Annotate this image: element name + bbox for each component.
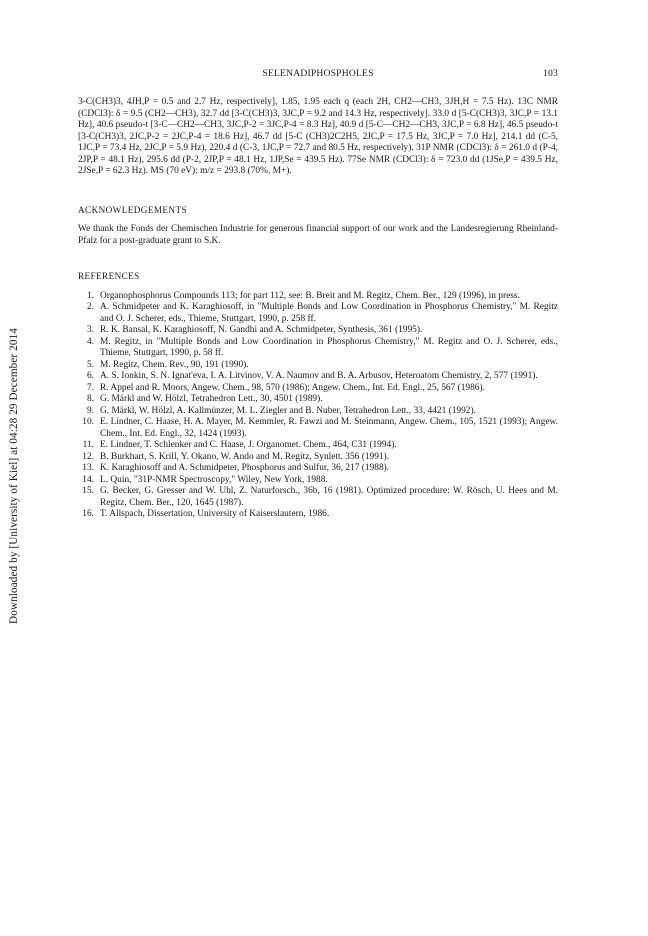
reference-text: M. Regitz, in "Multiple Bonds and Low Coordination in Phosphorus Chemistry," M. Regitz and O. J. Scherer, eds., Thieme, Stuttgart, 1990, p. 58 ff. — [100, 336, 558, 358]
reference-item — [78, 360, 558, 372]
acknowledgements-text: We thank the Fonds der Chemischen Industrie for generous financial support of our work and the Landesregierung Rheinland-Pfalz for a post-graduate grant to S.K. — [78, 224, 558, 246]
reference-number: 4 . — [78, 337, 94, 349]
acknowledgements-heading: ACKNOWLEDGEMENTS — [78, 204, 187, 215]
reference-text: A. Schmidpeter and K. Karaghiosoff, in "Multiple Bonds and Low Coordination in Phosphorus Chemistry," M. Regitz and O. J. Scherer, eds., Thieme, Stuttgart, 1990, p. 258 ff. — [100, 302, 558, 324]
main-content — [78, 97, 558, 521]
reference-item — [78, 325, 558, 337]
running-title: SELENADIPHOSPHOLES — [262, 68, 374, 79]
reference-number: 15 . — [78, 486, 94, 498]
reference-item — [78, 475, 558, 487]
reference-number: 2 . — [78, 302, 94, 314]
reference-number: 1 . — [78, 291, 94, 303]
reference-item — [78, 371, 558, 383]
reference-item — [78, 302, 558, 325]
reference-text: B. Burkhart, S. Krill, Y. Okano, W. Ando and M. Regitz, Synlett. 356 (1991). — [100, 451, 390, 462]
reference-text: G. Märkl, W. Hölzl, A. Kallmünzer, M. L. Ziegler and B. Nuber, Tetrahedron Lett., 33, 4421 (1992). — [100, 405, 476, 416]
nmr-data-paragraph: 3-C(CH3)3, 4JH,P = 0.5 and 2.7 Hz, respectively], 1.85, 1.95 each q (each 2H, CH2—CH3, 3JH,H = 7.5 Hz). 13C NMR (CDCl3): δ = 9.5 (CH2—CH3), 32.7 dd [3-C(CH3)3, 3JC,P = 9.2 and 14.3 Hz, respectively]. 33.0 d [5-C(CH3)3, 3JC,P = 13.1 Hz], 40.6 pseudo-t [3-C—CH2—CH3, 3JC,P-2 = 3JC,P-4 = 8.3 Hz], 40.9 d [5-C—CH2—CH3, 3JC,P = 6.8 Hz], 46.5 pseudo-t [3-C(CH3)3, 2JC,P-2 = 2JC,P-4 = 18.6 Hz], 46.7 dd [5-C (CH3)2C2H5, 2JC,P = 17.5 Hz, 3JC,P = 7.0 Hz], 214.1 dd (C-5, 1JC,P = 73.4 Hz, 2JC,P = 5.9 Hz), 220.4 d (C-3, 1JC,P = 72.7 and 80.5 Hz, respectively). 31P NMR (CDCl3): δ = 261.0 d (P-4, 2JP,P = 48.1 Hz), 295.6 dd (P-2, 2JP,P = 48.1 Hz, 1JP,Se = 439.5 Hz). 77Se NMR (CDCl3): δ = 723.0 dd (1JSe,P = 439.5 Hz, 2JSe,P = 62.3 Hz). MS (70 eV): m/z = 293.8 (70%, M+). — [78, 97, 558, 176]
reference-text: R. K. Bansal, K. Karaghiosoff, N. Gandhi and A. Schmidpeter, Synthesis, 361 (1995). — [100, 325, 423, 335]
reference-text: A. S. Ionkin, S. N. Ignat'eva, I. A. Litvinov, V. A. Naumov and B. A. Arbusov, Heteroatom Chemistry, 2, 577 (1991). — [100, 371, 538, 381]
reference-item — [78, 509, 558, 521]
reference-number: 12 . — [78, 452, 94, 464]
reference-number: 16 . — [78, 509, 94, 521]
reference-item — [78, 337, 558, 360]
reference-text: G. Märkl and W. Hölzl, Tetrahedron Lett., 30, 4501 (1989). — [100, 394, 323, 404]
reference-text: K. Karaghiosoff and A. Schmidpeter, Phosphorus and Sulfur, 36, 217 (1988). — [100, 463, 390, 473]
reference-item — [78, 394, 558, 406]
references-list — [78, 291, 558, 521]
reference-item — [78, 440, 558, 452]
reference-text: M. Regitz, Chem. Rev., 90, 191 (1990). — [100, 359, 249, 370]
reference-item — [78, 463, 558, 475]
reference-item — [78, 417, 558, 440]
reference-number: 11 . — [78, 440, 94, 452]
reference-number: 3 . — [78, 325, 94, 337]
reference-number: 8 . — [78, 394, 94, 406]
reference-text: Organophosphorus Compounds 113; for part 112, see: B. Breit and M. Regitz, Chem. Ber., 129 (1996), in press. — [100, 290, 520, 301]
reference-text: L. Quin, "31P-NMR Spectroscopy," Wiley, New York, 1988. — [100, 474, 328, 485]
reference-number: 10 . — [78, 417, 94, 429]
reference-item — [78, 406, 558, 418]
reference-text: E. Lindner, T. Schlenker and C. Haase, J. Organomet. Chem., 464, C31 (1994). — [100, 440, 397, 450]
download-note: Downloaded by [University of Kiel] at 04:28 29 December 2014 — [8, 328, 20, 624]
reference-text: E. Lindner, C. Haase, H. A. Mayer, M. Kemmler, R. Fawzi and M. Steinmann, Angew. Chem., 105, 1521 (1993); Angew. Chem., Int. Ed. Engl., 32, 1424 (1993). — [100, 417, 558, 439]
page-number: 103 — [543, 68, 558, 79]
reference-item — [78, 486, 558, 509]
reference-number: 5 . — [78, 360, 94, 372]
reference-number: 7 . — [78, 383, 94, 395]
reference-number: 13 . — [78, 463, 94, 475]
download-watermark — [4, 296, 24, 656]
running-head — [78, 68, 558, 82]
reference-number: 14 . — [78, 475, 94, 487]
reference-item — [78, 291, 558, 303]
reference-text: G. Becker, G. Gresser and W. Uhl, Z. Naturforsch., 36b, 16 (1981). Optimized procedure: W. Rösch, U. Hees and M. Regitz, Chem. Ber., 120, 1645 (1987). — [100, 486, 558, 508]
reference-text: R. Appel and R. Moors, Angew. Chem., 98, 570 (1986); Angew. Chem., Int. Ed. Engl., 25, 567 (1986). — [100, 382, 485, 393]
reference-number: 6 . — [78, 371, 94, 383]
reference-item — [78, 452, 558, 464]
reference-item — [78, 383, 558, 395]
reference-number: 9 . — [78, 406, 94, 418]
reference-text: T. Allspach, Dissertation, University of Kaiserslautern, 1986. — [100, 509, 330, 519]
references-heading: REFERENCES — [78, 271, 140, 281]
